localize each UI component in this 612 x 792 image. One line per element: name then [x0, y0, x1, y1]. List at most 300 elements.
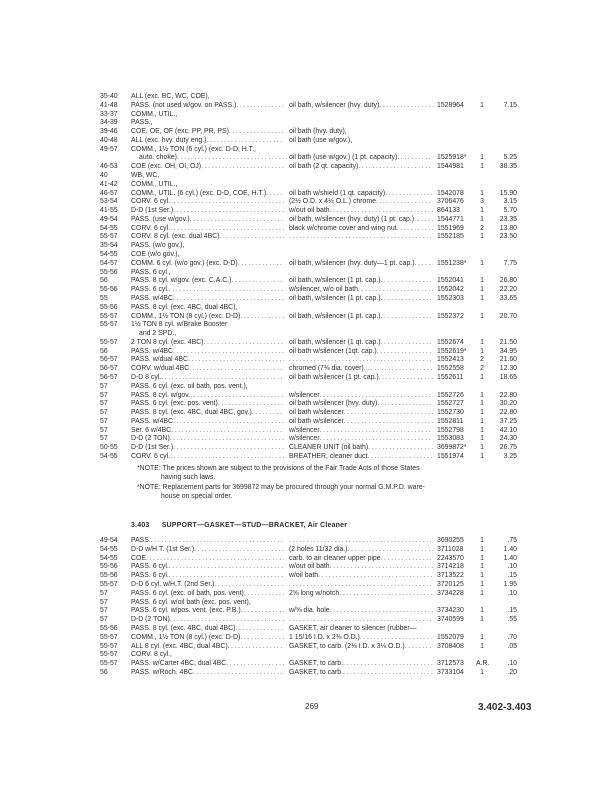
price: .10: [507, 660, 517, 668]
price: 24.30: [499, 435, 517, 443]
price: .10: [507, 589, 517, 597]
dot-leader: [170, 452, 284, 461]
application-text: COE, OE, OF (exc. PP, PR, PS): [131, 128, 229, 136]
description-cell: [289, 668, 433, 677]
dot-leader: [330, 606, 433, 615]
price: 42.10: [499, 426, 517, 434]
part-number: 1552041: [437, 277, 464, 285]
table-row: [0, 241, 612, 250]
dot-leader: [252, 408, 284, 417]
description-cell: [289, 153, 433, 162]
description-text: GASKET, to carb.: [289, 669, 343, 676]
application-text: PASS. (w/o gov.),: [131, 242, 185, 250]
model-years: 53-54: [100, 198, 118, 206]
table-row: [0, 232, 612, 241]
application-cell: [131, 417, 284, 426]
application-cell: [131, 571, 284, 580]
model-years: 57: [100, 417, 108, 425]
model-years: 55-56: [100, 268, 118, 276]
application-cell: [131, 338, 284, 347]
application-text: PASS. 6 cyl.: [131, 572, 169, 580]
application-cell: [131, 355, 284, 364]
dot-leader: [364, 364, 433, 373]
application-cell: [131, 580, 284, 589]
dot-leader: [169, 571, 284, 580]
model-years: 50-55: [100, 444, 118, 452]
description-text: oil bath (use w/gov.) (1 pt. capacity): [289, 154, 398, 162]
dot-leader: [173, 417, 284, 426]
description-cell: [289, 162, 433, 171]
table-row: [0, 426, 612, 435]
dot-leader: [235, 624, 284, 633]
price: 3.25: [503, 452, 517, 460]
description-cell: [289, 312, 433, 321]
quantity: 1: [480, 215, 484, 223]
quantity: 2: [480, 356, 484, 364]
model-years: 46-57: [100, 189, 118, 197]
footnote-text: *NOTE: The prices shown are subject to the provisions of the Fair Trade Acts of those States: [137, 465, 420, 472]
table-row: [0, 382, 612, 391]
table-row: [0, 303, 612, 312]
description-text: GASKET, to carb.: [289, 660, 343, 668]
model-years: 49-54: [100, 215, 118, 223]
dot-leader: [343, 668, 433, 677]
description-cell: [289, 276, 433, 285]
application-text: COE (w/o gov.),: [131, 251, 180, 259]
application-cell: [131, 206, 284, 215]
model-years: 57: [100, 589, 108, 597]
quantity: 1: [480, 391, 484, 399]
application-text: 2 TON 8 cyl. (exc. 4BC): [131, 338, 204, 346]
quantity: 1: [480, 572, 484, 580]
application-text: PASS. 8 cyl. w/gov. (exc. C.A.C.): [131, 277, 232, 285]
description-text: w/out oil bath: [289, 563, 330, 571]
application-text: PASS. 8 cyl. (exc. 4BC, dual 4BC, gov.): [131, 409, 252, 417]
table-row: [0, 312, 612, 321]
dot-leader: [231, 276, 284, 285]
model-years: 54-55: [100, 452, 118, 460]
part-number: 3690255: [437, 537, 464, 544]
application-cell: [131, 145, 284, 154]
application-text: D-D (2 TON): [131, 616, 170, 624]
price: 22.80: [499, 391, 517, 399]
quantity: 1: [480, 563, 484, 571]
part-number: 3708408: [437, 642, 464, 650]
description-text: black w/chrome cover and wing nut: [289, 224, 397, 232]
dot-leader: [170, 197, 284, 206]
application-text: PASS. 6 cyl.,: [131, 268, 171, 276]
description-cell: [289, 408, 433, 417]
description-text: oil bath, w/silencer (1 pt. cap.): [289, 294, 381, 302]
application-cell: [131, 399, 284, 408]
application-text: CORV. 8 cyl. (exc. dual 4BC): [131, 233, 220, 241]
application-text: PASS. 8 cyl. (exc. 4BC, dual 4BC): [131, 625, 236, 632]
description-text: (2½ O.D. x 4½ O.L.) chrome: [289, 198, 376, 206]
table-row: [0, 633, 612, 642]
description-text: oil bath, w/silencer (1 qt. cap.): [289, 338, 381, 346]
footnote: [137, 483, 457, 501]
description-text: w/silencer: [289, 391, 320, 399]
dot-leader: [238, 259, 284, 268]
dot-leader: [289, 355, 433, 364]
quantity: 1: [480, 400, 484, 408]
dot-leader: [367, 452, 433, 461]
model-years: 46-53: [100, 163, 118, 171]
application-text: COMM., UTIL.,: [131, 110, 178, 118]
application-cell: [131, 642, 284, 651]
description-text: oil bath w/silencer: [289, 417, 344, 425]
application-cell: [131, 347, 284, 356]
application-cell: [131, 276, 284, 285]
price: .15: [507, 572, 517, 580]
description-cell: [289, 571, 433, 580]
price: .75: [507, 537, 517, 544]
application-cell: [131, 259, 284, 268]
table-row: [0, 536, 612, 545]
dot-leader: [320, 434, 433, 443]
dot-leader: [320, 391, 433, 400]
description-text: GASKET, air cleaner to silencer (rubber—: [289, 625, 417, 632]
part-number: 3720125: [437, 581, 464, 588]
table-row: [0, 145, 612, 154]
dot-leader: [405, 642, 433, 651]
dot-leader: [229, 127, 284, 136]
description-cell: [289, 642, 433, 651]
application-cell: [131, 303, 284, 312]
application-cell: [131, 127, 284, 136]
description-cell: [289, 615, 433, 624]
dot-leader: [266, 189, 284, 198]
dot-leader: [240, 312, 284, 321]
application-cell: [131, 224, 284, 233]
description-cell: [289, 224, 433, 233]
model-years: 55-57: [100, 633, 118, 641]
part-number: 3713522: [437, 572, 464, 580]
quantity: 3: [480, 198, 484, 206]
application-cell: [131, 434, 284, 443]
model-years: 40-48: [100, 136, 118, 144]
description-text: oil bath, w/silencer (hvy. duty): [289, 101, 380, 109]
model-years: 55-57: [100, 321, 118, 329]
part-number: 3712573: [437, 660, 464, 668]
table-row: [0, 171, 612, 180]
application-cell: [131, 615, 284, 624]
description-cell: [289, 338, 433, 347]
application-cell: [131, 180, 284, 189]
description-text: oil bath, w/silencer (hvy. duty) (1 pt. cap.): [289, 215, 415, 223]
description-cell: [289, 606, 433, 615]
part-number: 3714218: [437, 563, 464, 571]
quantity: 1: [480, 452, 484, 460]
part-number: 1552413: [437, 356, 464, 364]
application-cell: [131, 426, 284, 435]
application-text: PASS. (not used w/gov. on PASS.): [131, 101, 237, 109]
quantity: 1: [480, 294, 484, 302]
part-number: 1552726: [437, 391, 464, 399]
model-years: 57: [100, 382, 108, 390]
dot-leader: [228, 642, 284, 651]
description-text: w/silencer, w/o oil bath: [289, 286, 358, 294]
application-text: and 2 SPD.,: [139, 330, 177, 338]
model-years: 41-48: [100, 101, 118, 109]
table-row: [0, 127, 612, 136]
quantity: 1: [480, 207, 484, 215]
description-text: w/out oil bath: [289, 207, 330, 215]
description-cell: [289, 589, 433, 598]
description-cell: [289, 364, 433, 373]
description-cell: [289, 101, 433, 110]
quantity: 1: [480, 163, 484, 171]
quantity: 1: [480, 589, 484, 597]
part-number: 1528964: [437, 101, 464, 109]
model-years: 57: [100, 435, 108, 443]
dot-leader: [289, 536, 433, 545]
table-row: [0, 373, 612, 382]
dot-leader: [201, 162, 284, 171]
application-cell: [131, 391, 284, 400]
price: 26.75: [499, 444, 517, 452]
application-text: CORV. w/dual 4BC: [131, 365, 190, 373]
model-years: 54-55: [100, 251, 118, 259]
description-cell: [289, 259, 433, 268]
section-title: SUPPORT—GASKET—STUD—BRACKET, Air Cleaner: [161, 522, 348, 529]
dot-leader: [190, 215, 284, 224]
application-cell: [131, 624, 284, 633]
application-cell: [131, 285, 284, 294]
dot-leader: [339, 589, 433, 598]
price: .70: [507, 633, 517, 641]
quantity: 1: [480, 286, 484, 294]
dot-leader: [218, 399, 284, 408]
description-cell: [289, 562, 433, 571]
application-cell: [131, 373, 284, 382]
dot-leader: [170, 615, 284, 624]
application-text: PASS. 6 cyl. (exc. oil bath, pos. vent.),: [131, 382, 248, 390]
price: 21.60: [499, 356, 517, 364]
quantity: 1: [480, 312, 484, 320]
description-cell: [289, 285, 433, 294]
table-row: [0, 571, 612, 580]
part-number: 1552303: [437, 294, 464, 302]
table-row: [0, 545, 612, 554]
price: 1.95: [503, 581, 517, 588]
application-text: PASS. 8 cyl. (exc. 4BC, dual 4BC),: [131, 303, 238, 311]
application-text: COMM., 1½ TON (6 cyl.) (exc. D-D, H.T.,: [131, 145, 256, 153]
application-cell: [131, 408, 284, 417]
dot-leader: [379, 373, 433, 382]
price: .55: [507, 616, 517, 624]
quantity: 1: [480, 554, 484, 562]
description-text: w/silencer: [289, 435, 320, 443]
quantity: 1: [480, 426, 484, 434]
application-cell: [131, 598, 284, 607]
price: 20.70: [499, 312, 517, 320]
table-row: [0, 434, 612, 443]
dot-leader: [289, 580, 433, 589]
application-cell: [131, 562, 284, 571]
part-number: 1551969: [437, 224, 464, 232]
part-number: 1553083: [437, 435, 464, 443]
application-text: CORV. 6 cyl.: [131, 452, 171, 460]
model-years: 40: [100, 172, 108, 180]
table-row: [0, 118, 612, 127]
quantity: 1: [480, 101, 484, 109]
dot-leader: [177, 153, 292, 162]
model-years: 34-39: [100, 119, 118, 127]
model-years: 57: [100, 598, 108, 606]
dot-leader: [151, 536, 284, 545]
table-row: [0, 615, 612, 624]
part-number: 3734230: [437, 607, 464, 615]
dot-leader: [236, 101, 284, 110]
description-cell: [289, 545, 433, 554]
description-cell: [289, 347, 433, 356]
part-number: 1552042: [437, 286, 464, 294]
application-text: D-D 8 cyl.: [131, 373, 162, 381]
application-text: PASS. (use w/gov.): [131, 215, 190, 223]
model-years: 55-57: [100, 660, 118, 668]
table-row: [0, 562, 612, 571]
quantity: 1: [480, 233, 484, 241]
description-text: (2 holes 11/32 dia.): [289, 545, 348, 553]
part-number: 1552674: [437, 338, 464, 346]
model-years: 55-57: [100, 642, 118, 650]
dot-leader: [381, 554, 433, 563]
application-cell: [131, 189, 284, 198]
description-cell: [289, 136, 433, 145]
description-cell: [289, 127, 433, 136]
table-row: [0, 276, 612, 285]
application-text: PASS. w/4BC: [131, 294, 173, 302]
model-years: 54-55: [100, 224, 118, 232]
application-text: COMM., UTIL.,: [131, 180, 178, 188]
quantity: 1: [480, 189, 484, 197]
model-years: 41-42: [100, 180, 118, 188]
application-text: PASS. w/4BC: [131, 347, 173, 355]
dot-leader: [190, 391, 284, 400]
price: 12.30: [499, 365, 517, 373]
part-number: 1544771: [437, 215, 464, 223]
quantity: 1: [480, 417, 484, 425]
description-cell: [289, 633, 433, 642]
model-years: 55-57: [100, 233, 118, 241]
application-cell: [131, 650, 284, 659]
model-years: 56-57: [100, 356, 118, 364]
dot-leader: [240, 633, 284, 642]
dot-leader: [173, 294, 284, 303]
application-cell: [131, 606, 284, 615]
model-years: 56-57: [100, 365, 118, 373]
dot-leader: [377, 399, 433, 408]
table-row: [0, 162, 612, 171]
table-row: [0, 668, 612, 677]
description-cell: [289, 355, 433, 364]
quantity: 1: [480, 545, 484, 553]
dot-leader: [344, 408, 433, 417]
part-number: 1552727: [437, 400, 464, 408]
part-number: 3699872*: [437, 444, 467, 452]
application-text: ALL (exc. hvy. duty eng.): [131, 136, 207, 144]
dot-leader: [318, 571, 433, 580]
table-row: [0, 101, 612, 110]
model-years: 55-56: [100, 303, 118, 311]
table-row: [0, 285, 612, 294]
description-text: carb. to air cleaner upper pipe: [289, 554, 381, 562]
application-cell: [131, 153, 292, 162]
dot-leader: [289, 615, 433, 624]
application-cell: [131, 92, 284, 101]
table-row: [0, 408, 612, 417]
quantity: 1: [480, 259, 484, 267]
description-cell: [289, 294, 433, 303]
dot-leader: [330, 562, 433, 571]
dot-leader: [204, 338, 285, 347]
application-text: COE (exc. OH, OI, OJ): [131, 163, 202, 171]
price: 30.20: [499, 400, 517, 408]
description-cell: [289, 373, 433, 382]
model-years: 55-56: [100, 563, 118, 571]
description-text: oil bath w/shield (1 qt. capacity): [289, 189, 386, 197]
description-text: oil bath (hvy. duty),: [289, 128, 347, 136]
table-row: [0, 443, 612, 452]
table-row: [0, 189, 612, 198]
part-number: 864133: [437, 207, 460, 215]
table-row: [0, 320, 612, 329]
dot-leader: [385, 189, 433, 198]
application-cell: [131, 536, 284, 545]
model-years: 57: [100, 616, 108, 624]
quantity: 1: [480, 616, 484, 624]
description-text: oil bath (use w/gov.),: [289, 136, 353, 144]
application-text: PASS. 6 cyl. w/oil bath (exc. pos. vent),: [131, 598, 251, 606]
application-cell: [131, 162, 284, 171]
price: .20: [507, 669, 517, 676]
dot-leader: [358, 285, 433, 294]
description-text: oil bath, w/silencer (1 pt. cap.): [289, 312, 381, 320]
quantity: 1: [480, 607, 484, 615]
table-row: [0, 259, 612, 268]
dot-leader: [397, 153, 433, 162]
description-text: oil bath, w/silencer (hvy. duty—1 pt. cap.): [289, 259, 415, 267]
quantity: 1: [480, 633, 484, 641]
part-number: 1551238*: [437, 259, 467, 267]
quantity: 1: [480, 277, 484, 285]
dot-leader: [358, 162, 433, 171]
description-text: w/silencer: [289, 426, 320, 434]
application-cell: [131, 364, 284, 373]
quantity: A.R.: [476, 660, 490, 668]
price: 7.75: [503, 259, 517, 267]
price: 21.50: [499, 338, 517, 346]
dot-leader: [161, 373, 284, 382]
quantity: 1: [480, 347, 484, 355]
table-row: [0, 215, 612, 224]
price: 3.15: [503, 198, 517, 206]
table-row: [0, 598, 612, 607]
description-cell: [289, 215, 433, 224]
application-text: ALL 8 cyl. (exc. 4BC, dual 4BC): [131, 642, 228, 650]
application-text: COE: [131, 554, 146, 562]
table-row: [0, 650, 612, 659]
application-text: COMM., 1½ TON (8 cyl.) (exc. D-D): [131, 312, 241, 320]
application-text: PASS.: [131, 537, 151, 544]
application-text: D-D (1st Ser.): [131, 207, 174, 215]
application-text: COMM., 1½ TON (8 cyl.) (exc. D-D): [131, 633, 241, 641]
part-number: 1552079: [437, 633, 464, 641]
description-text: oil bath w/silencer (1qt. cap.): [289, 347, 377, 355]
part-number: 1552611: [437, 373, 464, 381]
model-years: 35-40: [100, 93, 118, 100]
